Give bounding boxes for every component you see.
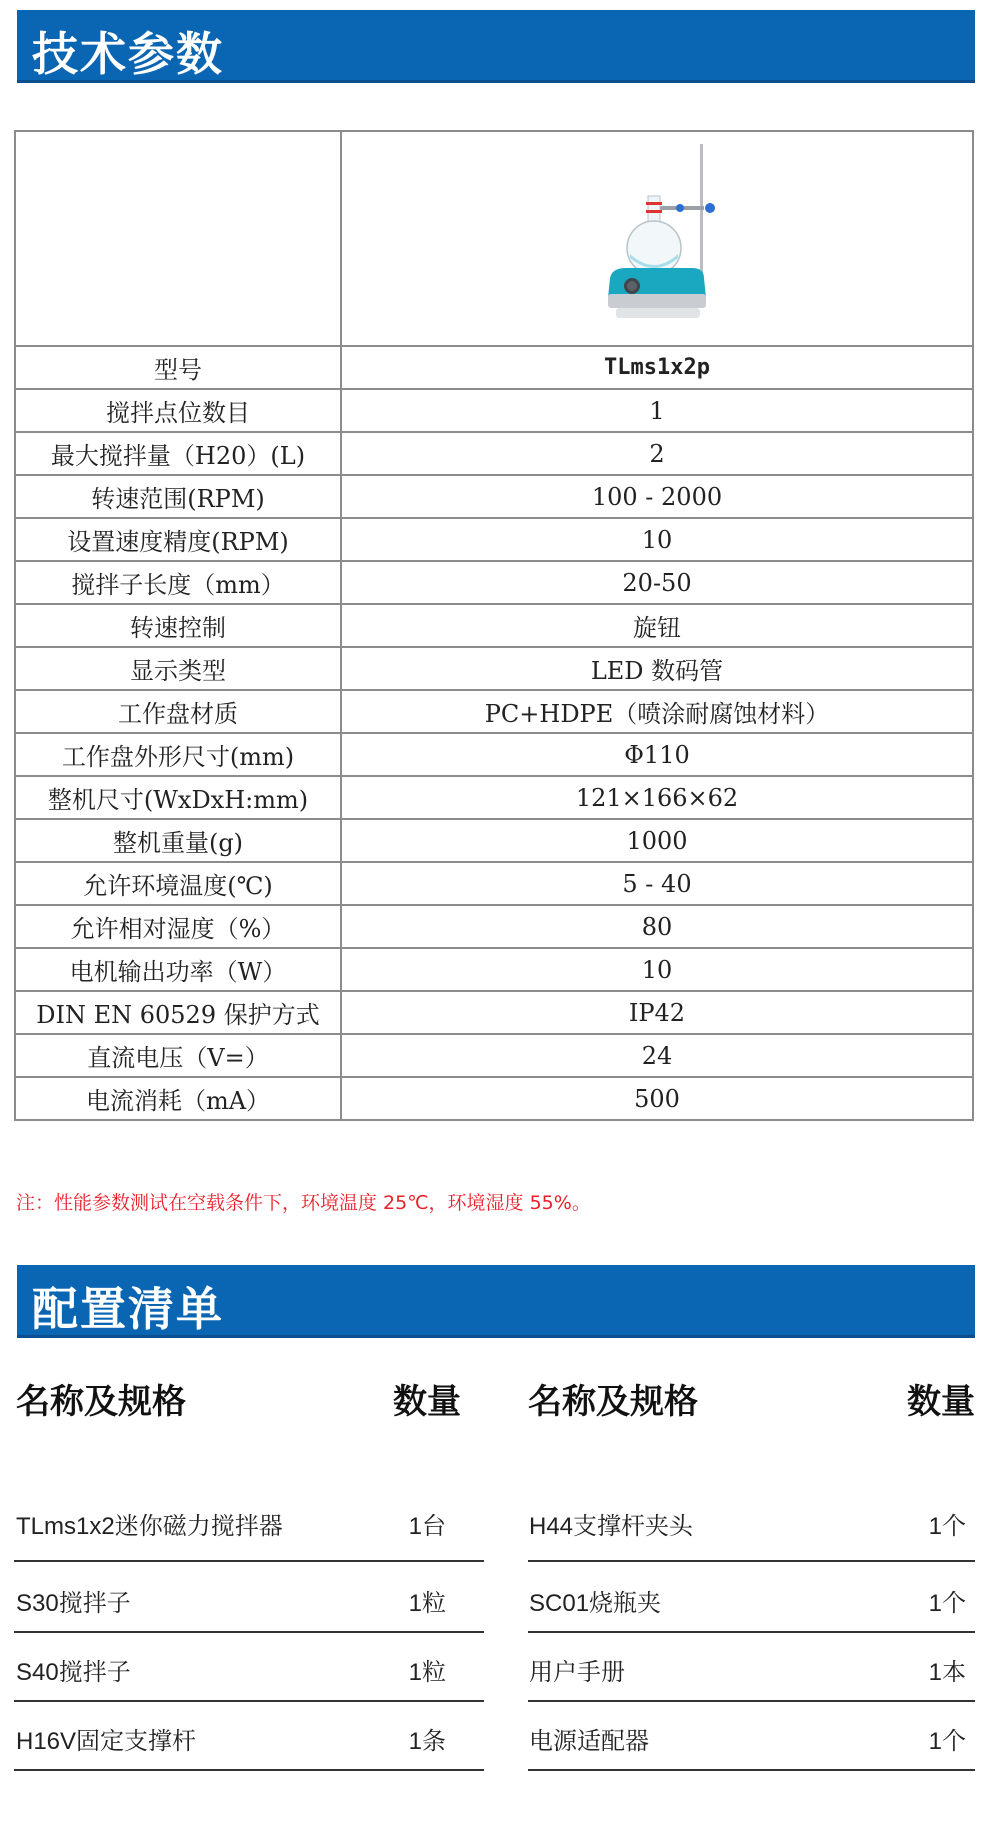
- config-header-name-left: 名称及规格: [16, 1382, 186, 1422]
- specs-table: [14, 130, 974, 1121]
- spec-row: [15, 389, 973, 432]
- spec-label: 整机尺寸(WxDxH:mm): [15, 776, 341, 819]
- spec-row: [15, 1034, 973, 1077]
- spec-label: 搅拌点位数目: [15, 389, 341, 432]
- product-image-cell: [341, 131, 973, 346]
- spec-row: [15, 862, 973, 905]
- spec-row: [15, 819, 973, 862]
- row-divider: [528, 1560, 975, 1562]
- spec-row: [15, 948, 973, 991]
- spec-label: 显示类型: [15, 647, 341, 690]
- config-section-banner: [17, 1265, 975, 1338]
- product-image-row: [15, 131, 973, 346]
- row-divider: [14, 1560, 484, 1562]
- spec-value: 100 - 2000: [341, 475, 973, 518]
- config-header-name-right: 名称及规格: [528, 1382, 698, 1422]
- spec-row: [15, 905, 973, 948]
- config-item-name: H44支撑杆夹头: [529, 1513, 694, 1540]
- spec-value: 20-50: [341, 561, 973, 604]
- spec-label: 允许相对湿度（%）: [15, 905, 341, 948]
- spec-value: TLms1x2p: [341, 346, 973, 389]
- config-item-qty: 1个: [928, 1513, 966, 1540]
- config-item-name: TLms1x2迷你磁力搅拌器: [16, 1513, 283, 1540]
- config-item-name: H16V固定支撑杆: [16, 1728, 197, 1755]
- specs-section-banner: [17, 10, 975, 83]
- row-divider: [14, 1769, 484, 1771]
- spec-value: Φ110: [341, 733, 973, 776]
- config-item-qty: 1台: [408, 1513, 446, 1540]
- row-divider: [528, 1769, 975, 1771]
- row-divider: [14, 1631, 484, 1633]
- spec-label: 电流消耗（mA）: [15, 1077, 341, 1120]
- spec-value: 121×166×62: [341, 776, 973, 819]
- spec-value: 2: [341, 432, 973, 475]
- spec-value: 80: [341, 905, 973, 948]
- spec-value: LED 数码管: [341, 647, 973, 690]
- config-section-title: 配置清单: [32, 1282, 224, 1336]
- config-item-qty: 1个: [928, 1590, 966, 1617]
- config-item-name: SC01烧瓶夹: [529, 1590, 662, 1617]
- spec-value: 10: [341, 948, 973, 991]
- config-item-name: S40搅拌子: [16, 1659, 131, 1686]
- spec-row: [15, 1077, 973, 1120]
- config-item-name: S30搅拌子: [16, 1590, 131, 1617]
- spec-row: [15, 561, 973, 604]
- spec-label: 工作盘材质: [15, 690, 341, 733]
- specs-section-title: 技术参数: [32, 27, 224, 81]
- spec-row: [15, 647, 973, 690]
- spec-value: PC+HDPE（喷涂耐腐蚀材料）: [341, 690, 973, 733]
- spec-row: [15, 346, 973, 389]
- empty-cell: [15, 131, 341, 346]
- spec-label: 电机输出功率（W）: [15, 948, 341, 991]
- config-item-qty: 1粒: [408, 1659, 446, 1686]
- spec-label: DIN EN 60529 保护方式: [15, 991, 341, 1034]
- product-image: [582, 136, 732, 341]
- spec-value: 旋钮: [341, 604, 973, 647]
- spec-row: [15, 518, 973, 561]
- config-item-qty: 1本: [928, 1659, 966, 1686]
- spec-label: 允许环境温度(℃): [15, 862, 341, 905]
- spec-label: 直流电压（V=）: [15, 1034, 341, 1077]
- spec-label: 转速控制: [15, 604, 341, 647]
- test-conditions-note: 注：性能参数测试在空载条件下，环境温度 25℃，环境湿度 55%。: [16, 1192, 591, 1214]
- row-divider: [528, 1631, 975, 1633]
- spec-label: 整机重量(g): [15, 819, 341, 862]
- spec-label: 搅拌子长度（mm）: [15, 561, 341, 604]
- spec-label: 转速范围(RPM): [15, 475, 341, 518]
- config-item-qty: 1粒: [408, 1590, 446, 1617]
- spec-label: 型号: [15, 346, 341, 389]
- config-item-name: 用户手册: [529, 1659, 625, 1686]
- spec-row: [15, 432, 973, 475]
- spec-row: [15, 733, 973, 776]
- config-item-qty: 1个: [928, 1728, 966, 1755]
- spec-value: IP42: [341, 991, 973, 1034]
- spec-row: [15, 604, 973, 647]
- spec-value: 1: [341, 389, 973, 432]
- spec-value: 1000: [341, 819, 973, 862]
- spec-row: [15, 690, 973, 733]
- spec-value: 24: [341, 1034, 973, 1077]
- spec-value: 5 - 40: [341, 862, 973, 905]
- spec-row: [15, 475, 973, 518]
- spec-value: 10: [341, 518, 973, 561]
- spec-row: [15, 991, 973, 1034]
- row-divider: [528, 1700, 975, 1702]
- spec-label: 设置速度精度(RPM): [15, 518, 341, 561]
- spec-row: [15, 776, 973, 819]
- config-header-qty-left: 数量: [393, 1382, 461, 1422]
- config-item-qty: 1条: [408, 1728, 446, 1755]
- config-header-qty-right: 数量: [907, 1382, 975, 1422]
- spec-label: 最大搅拌量（H20）(L): [15, 432, 341, 475]
- config-item-name: 电源适配器: [529, 1728, 649, 1755]
- row-divider: [14, 1700, 484, 1702]
- spec-label: 工作盘外形尺寸(mm): [15, 733, 341, 776]
- spec-value: 500: [341, 1077, 973, 1120]
